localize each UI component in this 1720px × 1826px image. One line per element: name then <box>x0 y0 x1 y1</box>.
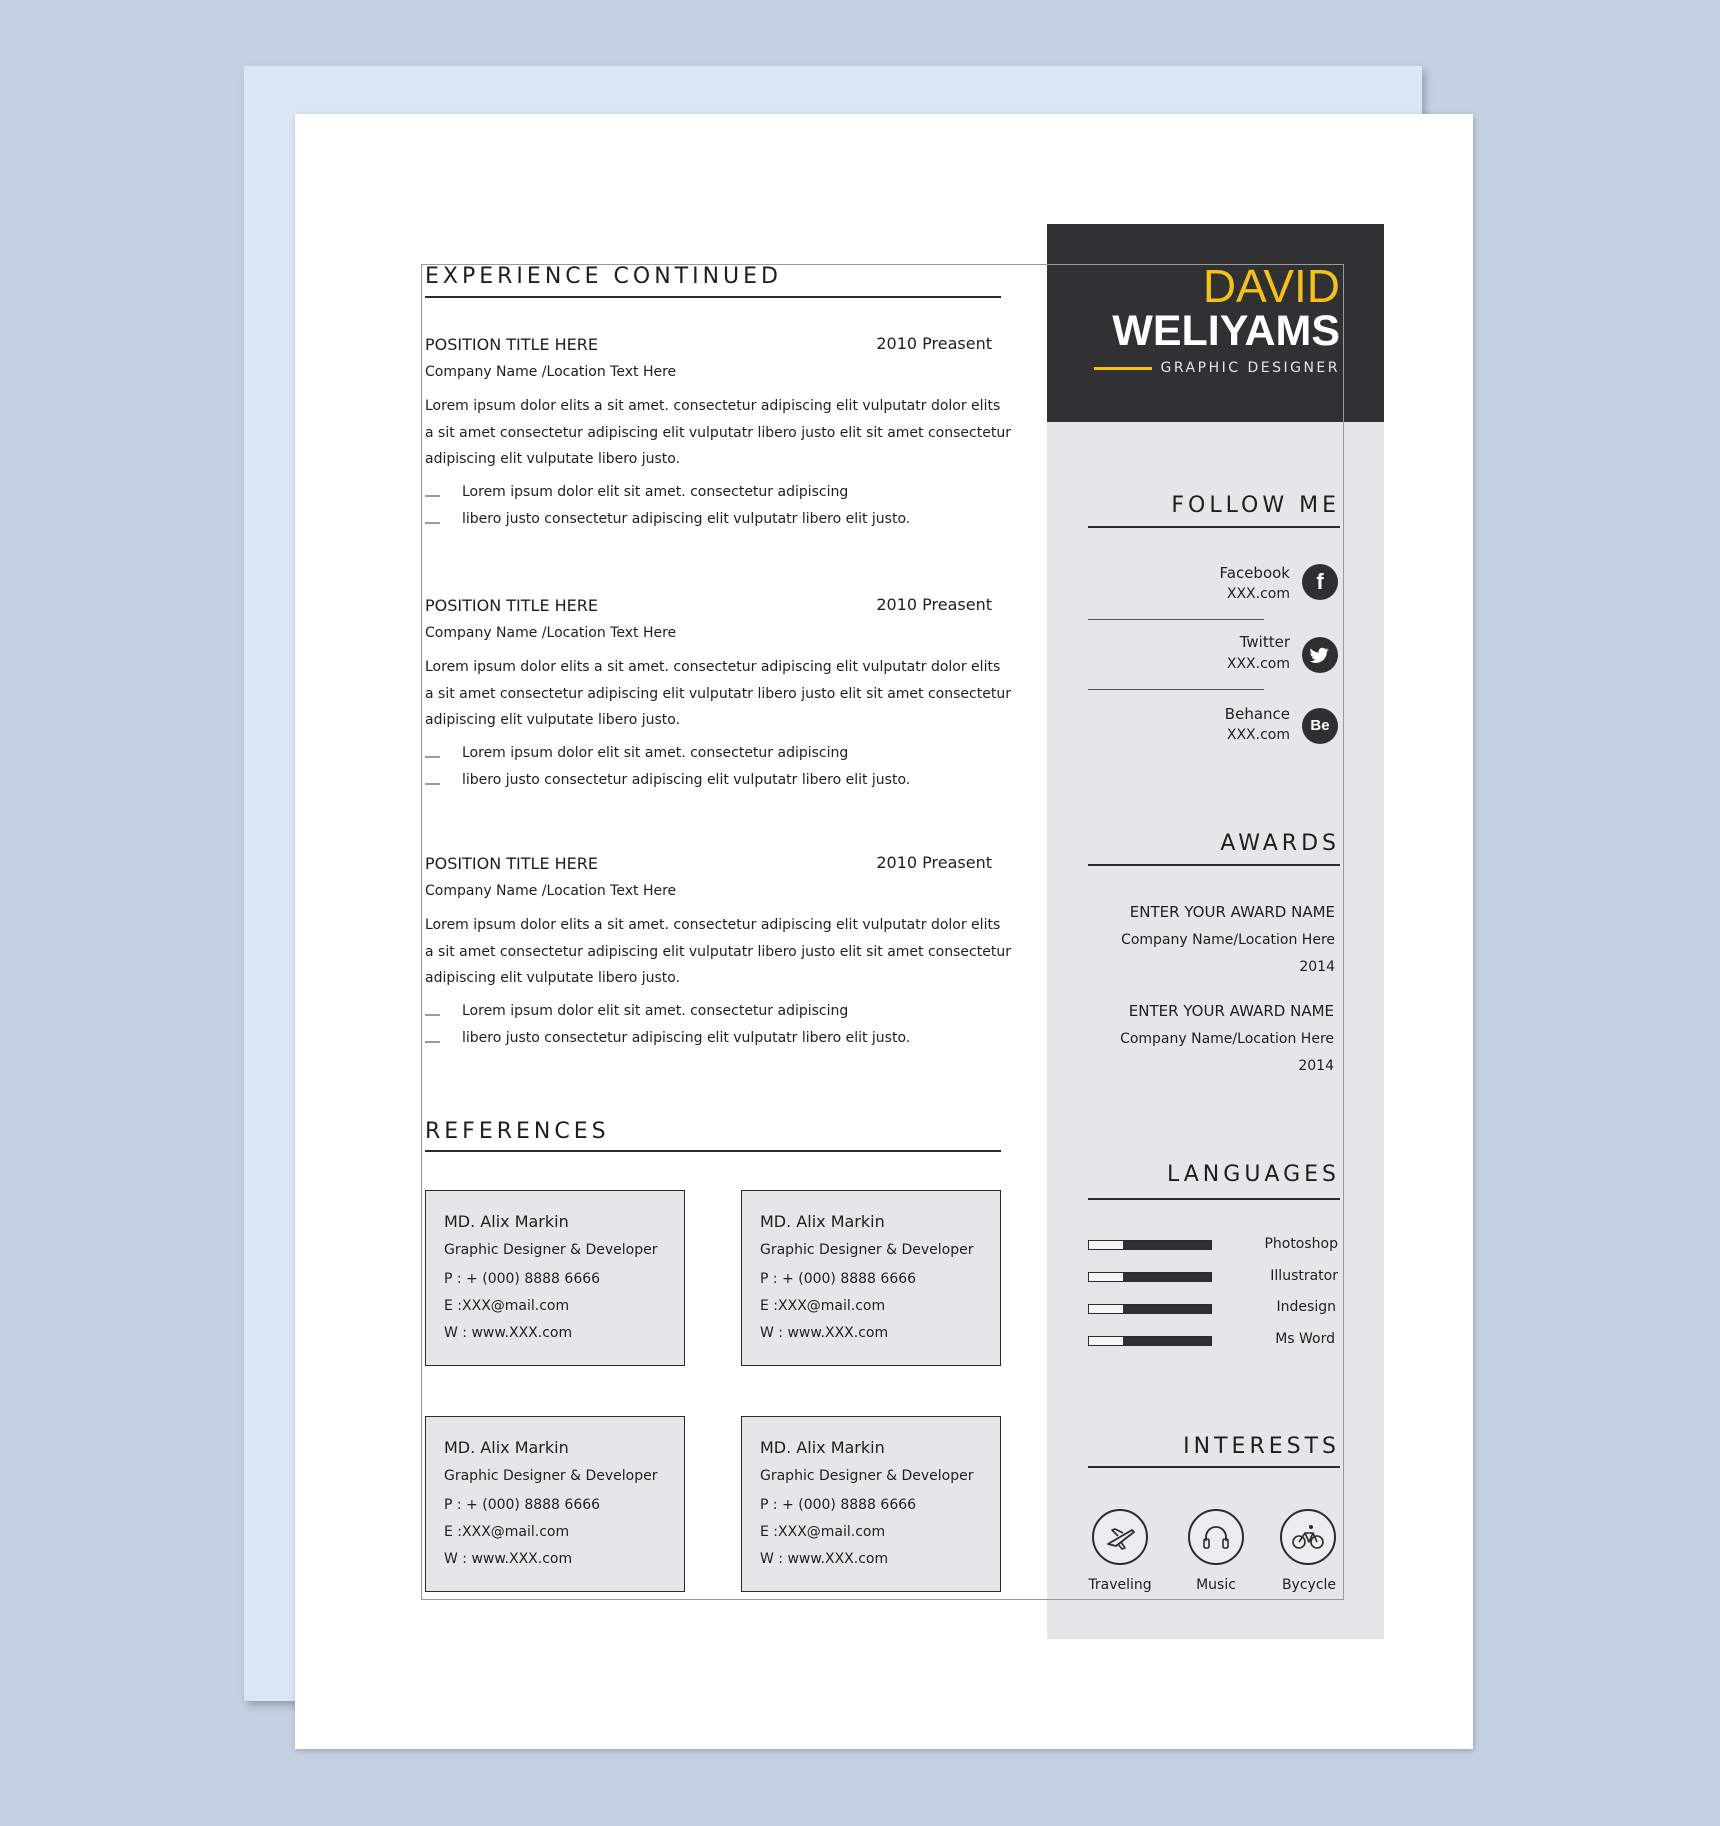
skill-bar-fill <box>1089 1241 1123 1249</box>
position-date: 2010 Preasent <box>876 595 992 614</box>
skill-name: Ms Word <box>1275 1331 1335 1347</box>
reference-role: Graphic Designer & Developer <box>760 1468 974 1484</box>
languages-heading: LANGUAGES <box>1167 1162 1340 1187</box>
reference-name: MD. Alix Markin <box>760 1438 885 1457</box>
interest-label: Traveling <box>1088 1577 1152 1593</box>
twitter-label[interactable]: Twitter <box>1239 633 1290 651</box>
skill-name: Indesign <box>1276 1299 1336 1315</box>
award-company: Company Name/Location Here <box>1121 932 1335 948</box>
award-year: 2014 <box>1299 959 1335 975</box>
experience-rule <box>425 296 1001 298</box>
languages-rule <box>1088 1198 1340 1200</box>
reference-email: E :XXX@mail.com <box>760 1524 886 1540</box>
bullet-dash <box>425 783 440 785</box>
divider <box>1088 619 1264 620</box>
bullet-dash <box>425 522 440 524</box>
description-line: a sit amet consectetur adipiscing elit vulputatr libero justo elit sit amet consectetur <box>425 424 1011 441</box>
facebook-label[interactable]: Facebook <box>1219 564 1290 582</box>
awards-rule <box>1088 864 1340 866</box>
reference-role: Graphic Designer & Developer <box>760 1242 974 1258</box>
description-line: Lorem ipsum dolor elits a sit amet. consectetur adipiscing elit vulputatr dolor elits <box>425 398 1001 414</box>
award-year: 2014 <box>1298 1058 1334 1074</box>
description-line: adipiscing elit vulputate libero justo. <box>425 970 681 986</box>
bullet-text: Lorem ipsum dolor elit sit amet. consectetur adipiscing <box>462 1003 849 1019</box>
position-title: POSITION TITLE HERE <box>425 335 598 354</box>
bullet-text: libero justo consectetur adipiscing elit vulputatr libero elit justo. <box>462 1030 911 1046</box>
skill-bar-fill <box>1089 1273 1123 1281</box>
twitter-handle[interactable]: XXX.com <box>1226 656 1290 672</box>
description-line: adipiscing elit vulputate libero justo. <box>425 712 681 728</box>
reference-name: MD. Alix Markin <box>760 1212 885 1231</box>
skill-bar-fill <box>1089 1305 1123 1313</box>
reference-website: W : www.XXX.com <box>444 1325 573 1341</box>
skill-name: Photoshop <box>1264 1236 1338 1252</box>
interests-rule <box>1088 1466 1340 1468</box>
bullet-text: libero justo consectetur adipiscing elit vulputatr libero elit justo. <box>462 772 911 788</box>
position-title: POSITION TITLE HERE <box>425 854 598 873</box>
references-heading: REFERENCES <box>425 1119 610 1144</box>
facebook-handle[interactable]: XXX.com <box>1226 586 1290 602</box>
reference-phone: P : + (000) 8888 6666 <box>444 1271 601 1287</box>
headphones-glyph <box>1190 1511 1242 1563</box>
facebook-icon[interactable]: f <box>1302 564 1338 600</box>
skill-name: Illustrator <box>1270 1268 1338 1284</box>
behance-icon[interactable]: Be <box>1302 708 1338 744</box>
reference-email: E :XXX@mail.com <box>444 1298 570 1314</box>
interests-heading: INTERESTS <box>1183 1434 1340 1459</box>
position-date: 2010 Preasent <box>876 853 992 872</box>
bicycle-icon <box>1280 1509 1336 1565</box>
experience-description <box>425 393 1013 473</box>
experience-heading: EXPERIENCE CONTINUED <box>425 264 782 289</box>
description-line: adipiscing elit vulputate libero justo. <box>425 451 681 467</box>
reference-name: MD. Alix Markin <box>444 1438 569 1457</box>
twitter-icon[interactable] <box>1302 637 1338 673</box>
reference-email: E :XXX@mail.com <box>760 1298 886 1314</box>
divider <box>1088 689 1264 690</box>
award-title: ENTER YOUR AWARD NAME <box>1128 1002 1334 1020</box>
reference-website: W : www.XXX.com <box>760 1325 889 1341</box>
reference-email: E :XXX@mail.com <box>444 1524 570 1540</box>
awards-heading: AWARDS <box>1220 831 1340 856</box>
reference-role: Graphic Designer & Developer <box>444 1242 658 1258</box>
bullet-text: libero justo consectetur adipiscing elit vulputatr libero elit justo. <box>462 511 911 527</box>
headphones-icon <box>1188 1509 1244 1565</box>
interest-label: Music <box>1196 1577 1236 1593</box>
bullet-dash <box>425 495 440 497</box>
reference-role: Graphic Designer & Developer <box>444 1468 658 1484</box>
reference-website: W : www.XXX.com <box>760 1551 889 1567</box>
reference-website: W : www.XXX.com <box>444 1551 573 1567</box>
reference-phone: P : + (000) 8888 6666 <box>760 1271 917 1287</box>
bicycle-glyph <box>1282 1511 1334 1563</box>
bullet-dash <box>425 756 440 758</box>
follow-rule <box>1088 526 1340 528</box>
bullet-text: Lorem ipsum dolor elit sit amet. consectetur adipiscing <box>462 745 849 761</box>
follow-heading: FOLLOW ME <box>1171 493 1340 518</box>
reference-card <box>425 1190 685 1366</box>
bullet-dash <box>425 1014 440 1016</box>
interest-label: Bycycle <box>1281 1577 1337 1593</box>
behance-handle[interactable]: XXX.com <box>1226 727 1290 743</box>
reference-phone: P : + (000) 8888 6666 <box>760 1497 917 1513</box>
award-title: ENTER YOUR AWARD NAME <box>1129 903 1335 921</box>
bullet-text: Lorem ipsum dolor elit sit amet. consectetur adipiscing <box>462 484 849 500</box>
reference-card <box>425 1416 685 1592</box>
description-line: a sit amet consectetur adipiscing elit vulputatr libero justo elit sit amet consectetur <box>425 943 1011 960</box>
award-company: Company Name/Location Here <box>1120 1031 1334 1047</box>
reference-card <box>741 1416 1001 1592</box>
experience-description <box>425 654 1013 734</box>
company-location: Company Name /Location Text Here <box>425 364 677 380</box>
position-date: 2010 Preasent <box>876 334 992 353</box>
reference-phone: P : + (000) 8888 6666 <box>444 1497 601 1513</box>
airplane-icon <box>1092 1509 1148 1565</box>
experience-description <box>425 912 1013 992</box>
skill-bar-fill <box>1089 1337 1123 1345</box>
description-line: a sit amet consectetur adipiscing elit vulputatr libero justo elit sit amet consectetur <box>425 685 1011 702</box>
behance-label[interactable]: Behance <box>1224 705 1290 723</box>
twitter-bird-glyph <box>1302 637 1338 673</box>
bullet-dash <box>425 1041 440 1043</box>
reference-name: MD. Alix Markin <box>444 1212 569 1231</box>
airplane-glyph <box>1094 1511 1146 1563</box>
job-role: GRAPHIC DESIGNER <box>1160 360 1340 376</box>
description-line: Lorem ipsum dolor elits a sit amet. consectetur adipiscing elit vulputatr dolor elits <box>425 659 1001 675</box>
company-location: Company Name /Location Text Here <box>425 625 677 641</box>
first-name: DAVID <box>1202 260 1340 312</box>
description-line: Lorem ipsum dolor elits a sit amet. consectetur adipiscing elit vulputatr dolor elits <box>425 917 1001 933</box>
last-name: WELIYAMS <box>1112 307 1340 355</box>
accent-rule <box>1094 367 1152 370</box>
company-location: Company Name /Location Text Here <box>425 883 677 899</box>
reference-card <box>741 1190 1001 1366</box>
references-rule <box>425 1150 1001 1152</box>
position-title: POSITION TITLE HERE <box>425 596 598 615</box>
